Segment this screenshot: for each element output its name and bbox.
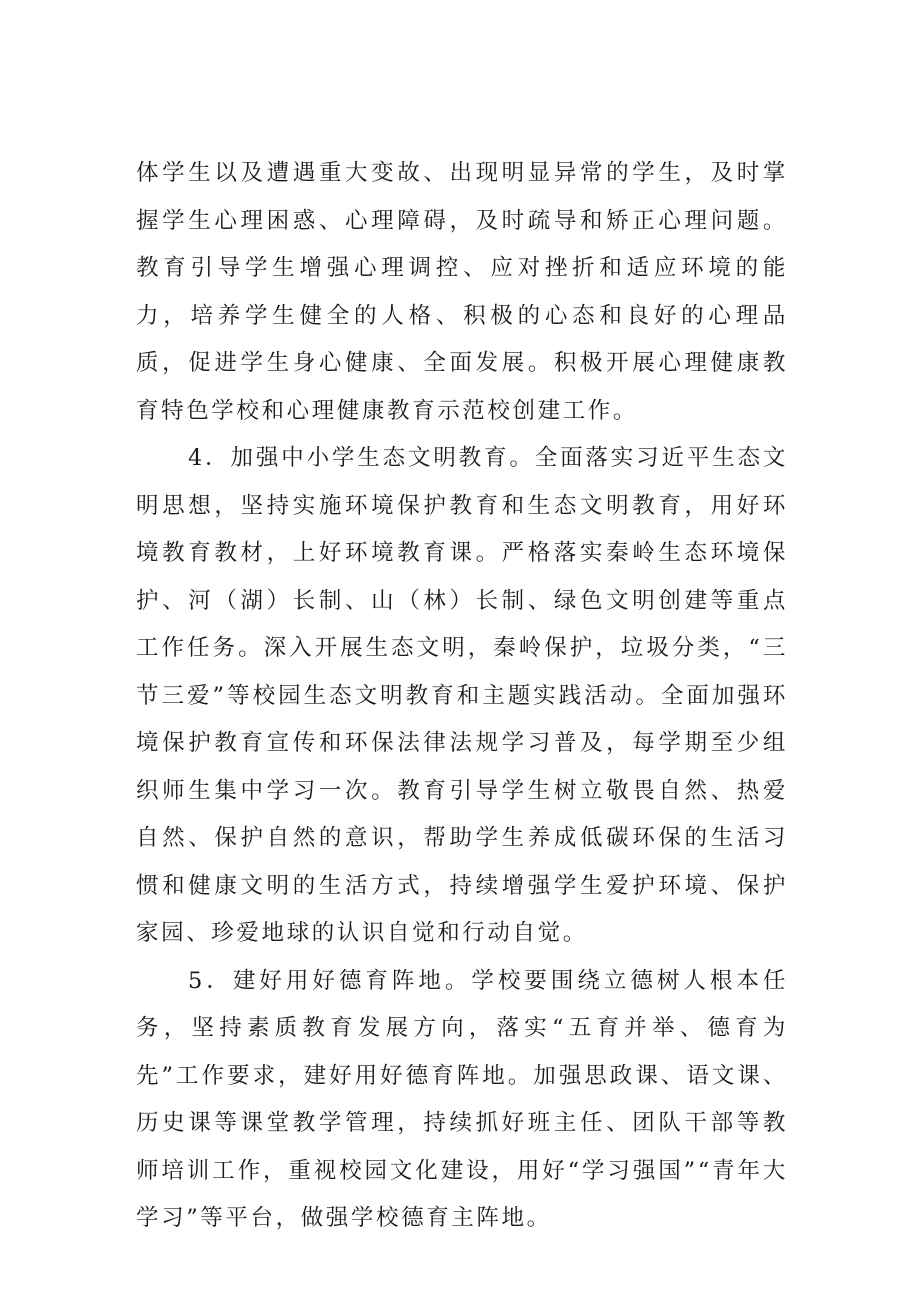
paragraph-moral-education-base: 5．建好用好德育阵地。学校要围绕立德树人根本任务，坚持素质教育发展方向，落实“五育并举、德育为先”工作要求，建好用好德育阵地。加强思政课、语文课、历史课等课堂教学管理，持续抓好班主任、团队干部等教师培训工作，重视校园文化建设，用好“学习强国”“青年大学习”等平台，做强学校德育主阵地。 [136, 967, 788, 1231]
document-body [136, 150, 788, 1243]
paragraph-ecological-education: 4．加强中小学生态文明教育。全面落实习近平生态文明思想，坚持实施环境保护教育和生态文明教育，用好环境教育教材，上好环境教育课。严格落实秦岭生态环境保护、河（湖）长制、山（林）长制、绿色文明创建等重点工作任务。深入开展生态文明，秦岭保护，垃圾分类，“三节三爱”等校园生态文明教育和主题实践活动。全面加强环境保护教育宣传和环保法律法规学习普及，每学期至少组织师生集中学习一次。教育引导学生树立敬畏自然、热爱自然、保护自然的意识，帮助学生养成低碳环保的生活习惯和健康文明的生活方式，持续增强学生爱护环境、保护家园、珍爱地球的认识自觉和行动自觉。 [136, 445, 788, 946]
paragraph-mental-health-continuation: 体学生以及遭遇重大变故、出现明显异常的学生，及时掌握学生心理困惑、心理障碍，及时疏导和矫正心理问题。教育引导学生增强心理调控、应对挫折和适应环境的能力，培养学生健全的人格、积极的心态和良好的心理品质，促进学生身心健康、全面发展。积极开展心理健康教育特色学校和心理健康教育示范校创建工作。 [136, 160, 788, 424]
